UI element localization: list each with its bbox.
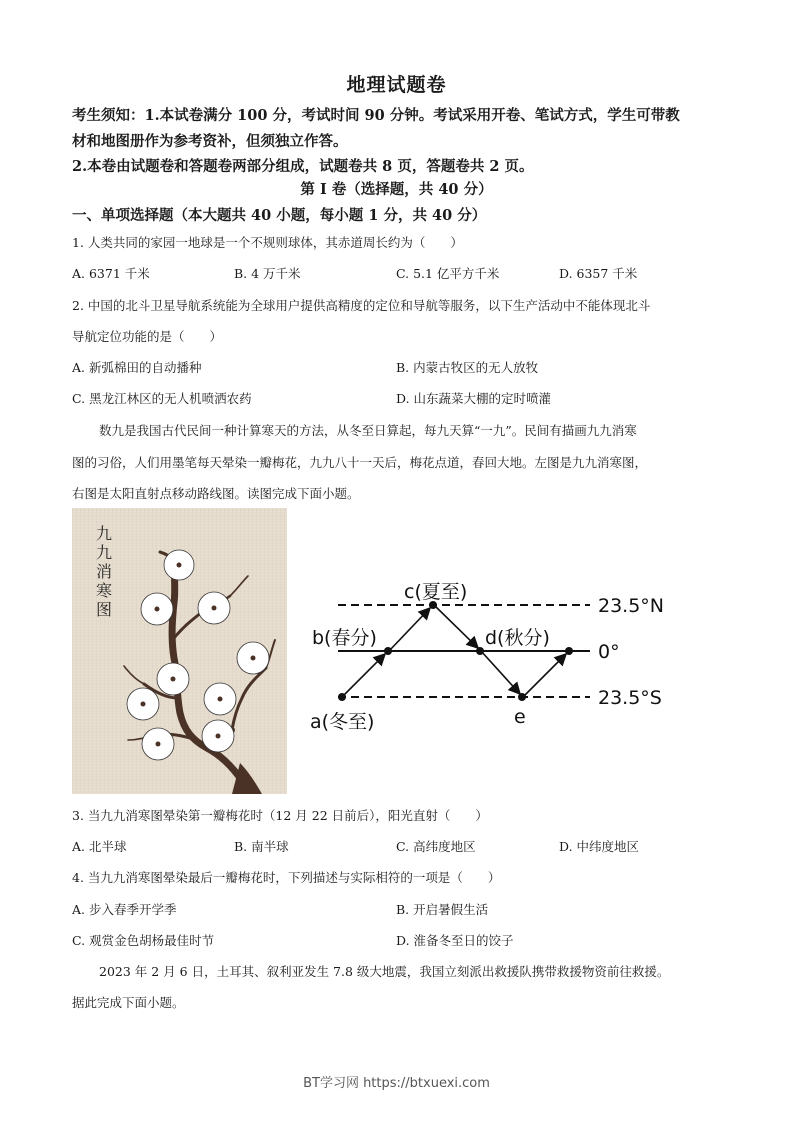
equator-label: 0°: [598, 641, 620, 663]
question-3-stem: 3. 当九九消寒图晕染第一瓣梅花时（12 月 22 日前后），阳光直射（ ）: [72, 808, 488, 823]
latitude-north-label: 23.5°N: [598, 595, 665, 617]
plum-branch-illustration: [72, 508, 287, 794]
passage-2-line-1: 2023 年 2 月 6 日，土耳其、叙利亚发生 7.8 级大地震，我国立刻派出救援队携带救援物资前往救援。: [99, 964, 670, 979]
point-a: [338, 693, 346, 701]
question-2-option-a: A. 新弧棉田的自动播种: [72, 360, 202, 375]
passage-1-line-2: 图的习俗，人们用墨笔每天晕染一瓣梅花，九九八十一天后，梅花点道，春回大地。左图是九九消寒图，: [72, 455, 648, 470]
question-2-stem-line-2: 导航定位功能的是（ ）: [72, 329, 223, 344]
point-end: [565, 647, 573, 655]
question-4-option-d: D. 淮备冬至日的饺子: [396, 933, 514, 948]
question-1-option-b: B. 4 万千米: [234, 266, 301, 281]
question-2-option-b: B. 内蒙古牧区的无人放牧: [396, 360, 539, 375]
part-title: 一、单项选择题（本大题共 40 小题，每小题 1 分，共 40 分）: [72, 207, 487, 224]
question-1-option-a: A. 6371 千米: [72, 266, 150, 281]
page-title: 地理试题卷: [346, 74, 447, 96]
notice-line-2: 材和地图册作为参考资补，但须独立作答。: [72, 133, 348, 150]
notice-line-3: 2.本卷由试题卷和答题卷两部分组成，试题卷共 8 页，答题卷共 2 页。: [72, 158, 534, 175]
question-4-option-c: C. 观赏金色胡杨最佳时节: [72, 933, 215, 948]
label-a: a(冬至): [310, 711, 375, 733]
question-2-option-c: C. 黑龙江林区的无人机喷洒农药: [72, 391, 252, 406]
label-e: e: [514, 706, 526, 728]
question-1-stem: 1. 人类共同的家园一地球是一个不规则球体，其赤道周长约为（ ）: [72, 235, 463, 250]
question-1-option-c: C. 5.1 亿平方千米: [396, 266, 500, 281]
latitude-south-label: 23.5°S: [598, 687, 662, 709]
question-3-option-b: B. 南半球: [234, 839, 289, 854]
question-3-option-c: C. 高纬度地区: [396, 839, 476, 854]
question-3-option-d: D. 中纬度地区: [559, 839, 640, 854]
point-b: [384, 647, 392, 655]
nine-nines-plum-blossom-figure: [72, 508, 287, 794]
point-d: [476, 647, 484, 655]
footer-watermark: BT学习网 https://btxuexi.com: [303, 1076, 490, 1091]
question-4-stem: 4. 当九九消寒图晕染最后一瓣梅花时，下列描述与实际相符的一项是（ ）: [72, 870, 501, 885]
notice-line-1: 考生须知：1.本试卷满分 100 分，考试时间 90 分钟。考试采用开卷、笔试方式，学生可带教: [72, 107, 680, 124]
question-2-stem-line-1: 2. 中国的北斗卫星导航系统能为全球用户提供高精度的定位和导航等服务，以下生产活动中不能体现北斗: [72, 298, 651, 313]
section-title: 第 I 卷（选择题，共 40 分）: [300, 181, 493, 198]
question-3-option-a: A. 北半球: [72, 839, 127, 854]
point-e: [518, 693, 526, 701]
question-2-option-d: D. 山东蔬菜大棚的定时喷灌: [396, 391, 552, 406]
passage-1-line-1: 数九是我国古代民间一种计算寒天的方法，从冬至日算起，每九天算“一九”。民间有描画九九消寒: [99, 423, 637, 438]
question-4-option-a: A. 步入春季开学季: [72, 902, 177, 917]
passage-2-line-2: 据此完成下面小题。: [72, 995, 185, 1010]
label-c: c(夏至): [404, 581, 468, 603]
figure-vertical-title: 九九消寒图: [95, 524, 112, 619]
passage-1-line-3: 右图是太阳直射点移动路线图。读图完成下面小题。: [72, 486, 360, 501]
question-4-option-b: B. 开启暑假生活: [396, 902, 489, 917]
label-d: d(秋分): [485, 627, 550, 649]
subsolar-point-path-diagram: [300, 570, 680, 740]
question-1-option-d: D. 6357 千米: [559, 266, 638, 281]
label-b: b(春分): [312, 627, 377, 649]
